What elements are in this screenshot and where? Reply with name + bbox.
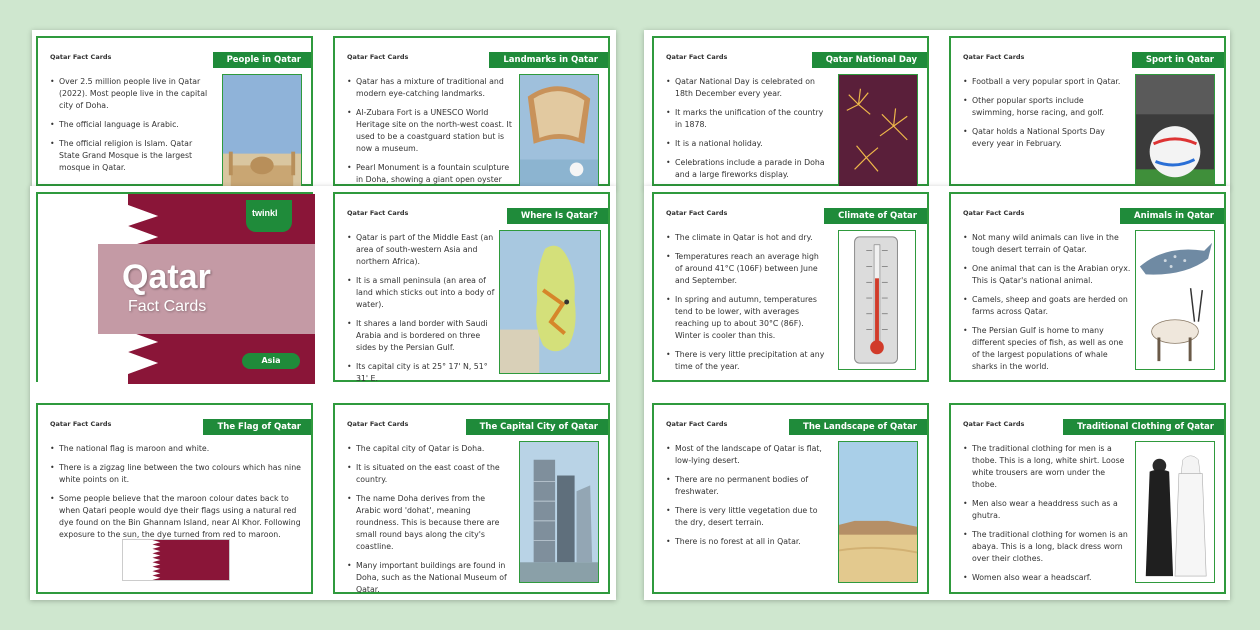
desert-landscape-image [838, 441, 918, 583]
card-title: People in Qatar [213, 52, 311, 68]
fact-item: • Temperatures reach an average high of around 41°C (106F) between June and September. [666, 251, 826, 287]
card-title: Traditional Clothing of Qatar [1063, 419, 1224, 435]
card-where-is-qatar [333, 192, 610, 382]
fact-item: • Celebrations include a parade in Doha and a large fireworks display. [666, 157, 831, 181]
card-title: Landmarks in Qatar [489, 52, 608, 68]
fact-item: • Qatar is part of the Middle East (an area of south-western Asia and northern Africa). [347, 232, 502, 268]
card-title: Climate of Qatar [824, 208, 927, 224]
fact-item: • The name Doha derives from the Arabic word 'dohat', meaning roundness. This is because there are small round bays along the city's coastline. [347, 493, 512, 553]
fact-item: • The traditional clothing for men is a thobe. This is a long, white shirt. Loose white trousers are worn under the thobe. [963, 443, 1128, 491]
fact-item: • It is a national holiday. [666, 138, 831, 150]
card-label: Qatar Fact Cards [963, 209, 1025, 217]
fact-list [963, 232, 1133, 380]
card-label: Qatar Fact Cards [50, 420, 112, 428]
fact-list [963, 76, 1128, 157]
fact-item: • There is very little precipitation at any time of the year. [666, 349, 826, 373]
fact-item: • It shares a land border with Saudi Arabia and is bordered on three sides by the Persian Gulf. [347, 318, 502, 354]
twinkl-logo [246, 200, 292, 232]
fact-item: • Many important buildings are found in Doha, such as the National Museum of Qatar. [347, 560, 512, 596]
card-title: The Flag of Qatar [203, 419, 311, 435]
fact-item: • The official language is Arabic. [50, 119, 215, 131]
cover-subtitle: Fact Cards [128, 298, 207, 315]
fact-item: • Some people believe that the maroon colour dates back to when Qatari people would dye their flags using a natural red dye found on the Bin Ghannam Island, near Al Khor. Following exposure to the sun, the dye turned from red to maroon. [50, 493, 306, 541]
fact-item: • The capital city of Qatar is Doha. [347, 443, 512, 455]
card-label: Qatar Fact Cards [347, 53, 409, 61]
card-label: Qatar Fact Cards [666, 53, 728, 61]
card-label: Qatar Fact Cards [963, 420, 1025, 428]
fact-item: • In spring and autumn, temperatures tend to be lower, with averages reaching up to about 30°C (86F). Winter is cooler than this. [666, 294, 826, 342]
fact-item: • The climate in Qatar is hot and dry. [666, 232, 826, 244]
fact-list [666, 232, 826, 380]
card-capital-city-of-qatar [333, 403, 610, 594]
card-label: Qatar Fact Cards [666, 420, 728, 428]
map-image [499, 230, 601, 374]
fact-list [50, 76, 215, 181]
fact-item: • Women also wear a headscarf. [963, 572, 1128, 584]
fact-item: • There is no forest at all in Qatar. [666, 536, 831, 548]
fact-item: • The Persian Gulf is home to many different species of fish, as well as one of the largest populations of whale sharks in the world. [963, 325, 1133, 373]
card-title: Where Is Qatar? [507, 208, 608, 224]
fact-list [963, 443, 1128, 591]
card-title: The Capital City of Qatar [466, 419, 608, 435]
fact-item: • Qatar holds a National Sports Day every year in February. [963, 126, 1128, 150]
fact-item: • It is situated on the east coast of the country. [347, 462, 512, 486]
qatar-flag-image [122, 539, 230, 581]
cover-card [36, 192, 313, 382]
card-label: Qatar Fact Cards [50, 53, 112, 61]
fact-item: • Al-Zubara Fort is a UNESCO World Heritage site on the north-west coast. It used to be a coastguard station but is now a museum. [347, 107, 512, 155]
fact-item: • Not many wild animals can live in the tough desert terrain of Qatar. [963, 232, 1133, 256]
fact-item: • It is a small peninsula (an area of land which sticks out into a body of water). [347, 275, 502, 311]
card-title: The Landscape of Qatar [789, 419, 927, 435]
fact-item: • Football a very popular sport in Qatar. [963, 76, 1128, 88]
card-landscape-of-qatar [652, 403, 929, 594]
card-title: Animals in Qatar [1120, 208, 1224, 224]
card-label: Qatar Fact Cards [347, 420, 409, 428]
fact-item: • It marks the unification of the country in 1878. [666, 107, 831, 131]
fact-item: • The official religion is Islam. Qatar State Grand Mosque is the largest mosque in Qatar. [50, 138, 215, 174]
card-label: Qatar Fact Cards [963, 53, 1025, 61]
fact-item: • Other popular sports include swimming, horse racing, and golf. [963, 95, 1128, 119]
doha-skyline-image [519, 441, 599, 583]
fact-item: • Camels, sheep and goats are herded on farms across Qatar. [963, 294, 1133, 318]
fact-item: • There is a zigzag line between the two colours which has nine white points on it. [50, 462, 306, 486]
fact-item: • Pearl Monument is a fountain sculpture in Doha, showing a giant open oyster [347, 162, 512, 198]
card-climate-of-qatar [652, 192, 929, 382]
fact-item: • Men also wear a headdress such as a ghutra. [963, 498, 1128, 522]
card-sport-in-qatar [949, 36, 1226, 186]
cover-title: Qatar [122, 258, 211, 296]
fireworks-image [838, 74, 918, 190]
fact-item: • Most of the landscape of Qatar is flat, low-lying desert. [666, 443, 831, 467]
card-animals-in-qatar [949, 192, 1226, 382]
fact-item: • The national flag is maroon and white. [50, 443, 306, 455]
fact-item: • Qatar has a mixture of traditional and modern eye-catching landmarks. [347, 76, 512, 100]
fact-item: • The traditional clothing for women is an abaya. This is a long, black dress worn over their clothes. [963, 529, 1128, 565]
fact-item: • Qatar National Day is celebrated on 18th December every year. [666, 76, 831, 100]
oryx-whale-shark-image [1135, 230, 1215, 370]
fact-list [347, 443, 512, 603]
card-title: Sport in Qatar [1132, 52, 1224, 68]
card-people-in-qatar [36, 36, 313, 186]
fact-item: • Over 2.5 million people live in Qatar (2022). Most people live in the capital city of Doha. [50, 76, 215, 112]
mosque-image [222, 74, 302, 190]
card-traditional-clothing-of-qatar [949, 403, 1226, 594]
pearl-monument-image [519, 74, 599, 190]
card-qatar-national-day [652, 36, 929, 186]
fact-list [50, 443, 306, 548]
fact-list [666, 443, 831, 555]
traditional-clothing-image [1135, 441, 1215, 583]
fact-item: • There are no permanent bodies of freshwater. [666, 474, 831, 498]
thermometer-image [838, 230, 916, 370]
fact-list [666, 76, 831, 188]
fact-item: • There is very little vegetation due to the dry, desert terrain. [666, 505, 831, 529]
card-title: Qatar National Day [812, 52, 927, 68]
fact-item: • One animal that can is the Arabian oryx. This is Qatar's national animal. [963, 263, 1133, 287]
card-flag-of-qatar [36, 403, 313, 594]
card-landmarks-in-qatar [333, 36, 610, 186]
card-label: Qatar Fact Cards [347, 209, 409, 217]
football-stadium-image [1135, 74, 1215, 190]
fact-list [347, 232, 502, 392]
card-label: Qatar Fact Cards [666, 209, 728, 217]
fact-item: • Its capital city is at 25° 17' N, 51° 31' E. [347, 361, 502, 385]
region-badge: Asia [242, 353, 300, 369]
twinkl-logo-text: twinkl [252, 208, 278, 218]
